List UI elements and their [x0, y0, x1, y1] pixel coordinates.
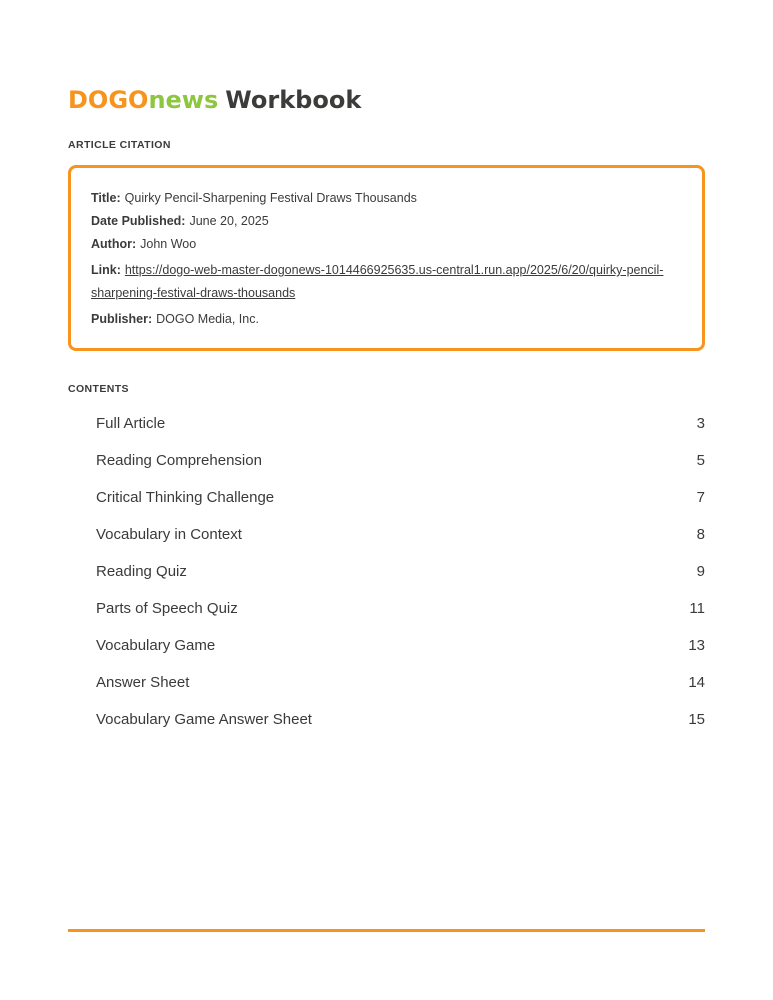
citation-title-value: Quirky Pencil-Sharpening Festival Draws Thousands	[124, 191, 417, 205]
toc-item-page-number: 5	[696, 452, 705, 469]
toc-item-page-number: 13	[688, 637, 705, 654]
citation-title-row	[91, 190, 680, 207]
toc-item-page-number: 9	[696, 563, 705, 580]
toc-item-page-number: 7	[696, 489, 705, 506]
footer-divider	[68, 929, 705, 932]
toc-item-answer-sheet	[68, 664, 705, 701]
toc-item-title: Reading Quiz	[96, 563, 187, 580]
citation-link-label: Link:	[91, 263, 121, 277]
citation-author-value: John Woo	[140, 237, 197, 251]
toc-item-full-article	[68, 405, 705, 442]
citation-date-label: Date Published:	[91, 214, 186, 228]
citation-publisher-label: Publisher:	[91, 312, 153, 326]
toc-item-page-number: 8	[696, 526, 705, 543]
toc-item-vocabulary-in-context	[68, 516, 705, 553]
citation-date-value: June 20, 2025	[189, 214, 269, 228]
toc-item-title: Vocabulary Game	[96, 637, 216, 654]
citation-date-row	[91, 213, 680, 230]
article-link[interactable]: https://dogo-web-master-dogonews-1014466925635.us-central1.run.app/2025/6/20/quirky-pencil-sharpening-festival-draws-thousands	[91, 263, 664, 300]
toc-item-title: Full Article	[96, 415, 166, 432]
toc-item-page-number: 11	[689, 600, 705, 617]
article-citation-box	[68, 165, 705, 351]
logo-news-text: news	[148, 86, 219, 114]
logo-workbook-text: Workbook	[225, 86, 362, 114]
toc-item-vocabulary-game-answer-sheet	[68, 701, 705, 738]
toc-item-critical-thinking-challenge	[68, 479, 705, 516]
table-of-contents	[68, 405, 705, 738]
toc-item-reading-comprehension	[68, 442, 705, 479]
toc-item-title: Vocabulary Game Answer Sheet	[96, 711, 312, 728]
citation-publisher-value: DOGO Media, Inc.	[156, 312, 259, 326]
toc-item-page-number: 3	[696, 415, 705, 432]
toc-item-title: Parts of Speech Quiz	[96, 600, 238, 617]
article-citation-heading: ARTICLE CITATION	[68, 139, 171, 151]
citation-publisher-row	[91, 311, 680, 328]
toc-item-title: Reading Comprehension	[96, 452, 262, 469]
toc-item-page-number: 15	[688, 711, 705, 728]
toc-item-title: Answer Sheet	[96, 674, 190, 691]
toc-item-page-number: 14	[688, 674, 705, 691]
dogonews-logo	[68, 86, 705, 114]
toc-item-reading-quiz	[68, 553, 705, 590]
citation-title-label: Title:	[91, 191, 121, 205]
toc-item-title: Critical Thinking Challenge	[96, 489, 275, 506]
toc-item-parts-of-speech-quiz	[68, 590, 705, 627]
citation-author-row	[91, 236, 680, 253]
logo-dogo-text: DOGO	[68, 86, 149, 114]
toc-item-title: Vocabulary in Context	[96, 526, 242, 543]
citation-link-row	[91, 259, 680, 305]
contents-heading: CONTENTS	[68, 383, 129, 395]
citation-author-label: Author:	[91, 237, 137, 251]
toc-item-vocabulary-game	[68, 627, 705, 664]
